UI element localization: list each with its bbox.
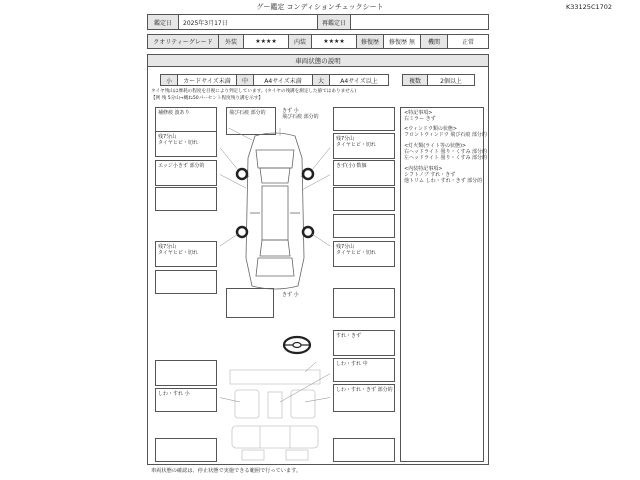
front-right-label: きず 小 飛び石痕 部分的 bbox=[282, 108, 319, 120]
steering-wheel-icon bbox=[282, 334, 312, 356]
rear-right-label: きず 小 bbox=[282, 292, 299, 298]
legend-medium-label: 中 bbox=[236, 74, 254, 86]
notes-panel bbox=[400, 107, 488, 462]
exterior-label: 外装 bbox=[218, 34, 244, 49]
light-title: <灯火類(ライト等の状態)> bbox=[404, 143, 467, 149]
mechanical-label: 機関 bbox=[420, 34, 448, 49]
right-box-11 bbox=[333, 438, 395, 462]
repair-history-label: 修復歴 bbox=[356, 34, 384, 49]
right-box-3: きず(小) 数個 bbox=[333, 160, 395, 186]
left-box-3: エッジ小きず 部分的 bbox=[155, 160, 217, 186]
right-box-10: しわ・すれ・きず 部分的 bbox=[333, 384, 395, 412]
sheet-title: グー鑑定 コンディションチェックシート bbox=[256, 3, 384, 11]
front-panel-box: 飛び石痕 部分的 bbox=[226, 107, 276, 135]
left-box-2: 残7分山 タイヤヒビ・切れ bbox=[155, 131, 217, 157]
footer-note: 車両状態の確認は、停止状態で実施できる範囲で行っています。 bbox=[151, 468, 302, 474]
right-box-2: 残7分山 タイヤヒビ・切れ bbox=[333, 133, 395, 159]
exterior-rating: ★★★★ bbox=[243, 34, 289, 49]
right-box-8: すれ・きず bbox=[333, 330, 395, 356]
legend-small-desc: カードサイズ未満 bbox=[177, 74, 237, 86]
document-id: K33125C1702 bbox=[566, 3, 613, 11]
interior-note-2: 他トリム しわ・すれ・きず 部分的 bbox=[404, 178, 483, 184]
light-note-1: 右ヘッドライト 曇り・くすみ 部分的 bbox=[404, 149, 488, 155]
special-notes-title: <特記事項> bbox=[404, 110, 433, 116]
tire-note-line1: タイヤ残山は摩耗の程度を目視により判定しています。(タイヤの残溝を測定した値ではありません) bbox=[151, 89, 357, 94]
right-box-1 bbox=[333, 107, 395, 131]
repair-history-value: 修復歴 無 bbox=[383, 34, 421, 49]
left-box-8: しわ・すれ 小 bbox=[155, 388, 217, 412]
light-note-2: 左ヘッドライト 曇り・くすみ 部分的 bbox=[404, 155, 488, 161]
special-note-1: 右ミラー きず bbox=[404, 116, 436, 122]
car-interior-diagram bbox=[220, 362, 330, 462]
quality-grade-label: クオリティーグレード bbox=[147, 34, 219, 49]
legend-large-label: 大 bbox=[312, 74, 330, 86]
interior-rating: ★★★★ bbox=[311, 34, 357, 49]
right-box-9: しわ・すれ 中 bbox=[333, 358, 395, 382]
appraisal-date-label: 鑑定日 bbox=[147, 14, 179, 30]
reappraisal-date-value bbox=[350, 14, 489, 30]
left-box-7 bbox=[155, 360, 217, 386]
legend-medium-desc: A4サイズ未満 bbox=[253, 74, 313, 86]
right-box-5 bbox=[333, 214, 395, 238]
reappraisal-date-label: 再鑑定日 bbox=[317, 14, 351, 30]
legend-count-desc: 2個以上 bbox=[427, 74, 475, 86]
car-exterior-diagram bbox=[220, 128, 330, 293]
window-title: <ウィンドウ類の状態> bbox=[404, 126, 458, 132]
tire-note-line2: 【例 残 5分山→概ね50パーセント程度残り溝を示す】 bbox=[151, 96, 263, 101]
legend-small-label: 小 bbox=[160, 74, 178, 86]
left-box-1: 補修痕 波あり bbox=[155, 107, 217, 135]
right-box-6: 残7分山 タイヤヒビ・切れ bbox=[333, 241, 395, 267]
left-box-4 bbox=[155, 187, 217, 211]
window-note-1: フロントウィンドウ 飛び石痕 部分的 bbox=[404, 132, 487, 138]
left-box-5: 残7分山 タイヤヒビ・切れ bbox=[155, 241, 217, 267]
left-box-9 bbox=[155, 438, 217, 462]
mechanical-value: 正常 bbox=[447, 34, 489, 49]
interior-notes-title: <内装特記事項> bbox=[404, 166, 443, 172]
legend-large-desc: A4サイズ以上 bbox=[329, 74, 389, 86]
interior-label: 内装 bbox=[288, 34, 312, 49]
legend-count-label: 複数 bbox=[402, 74, 428, 86]
appraisal-date-value: 2025年3月17日 bbox=[178, 14, 318, 30]
right-box-4 bbox=[333, 187, 395, 211]
section-title: 車両状態の説明 bbox=[147, 54, 489, 67]
right-box-7 bbox=[333, 288, 395, 318]
left-box-6 bbox=[155, 270, 217, 294]
interior-note-1: シフトノブ すれ・きず bbox=[404, 172, 456, 178]
